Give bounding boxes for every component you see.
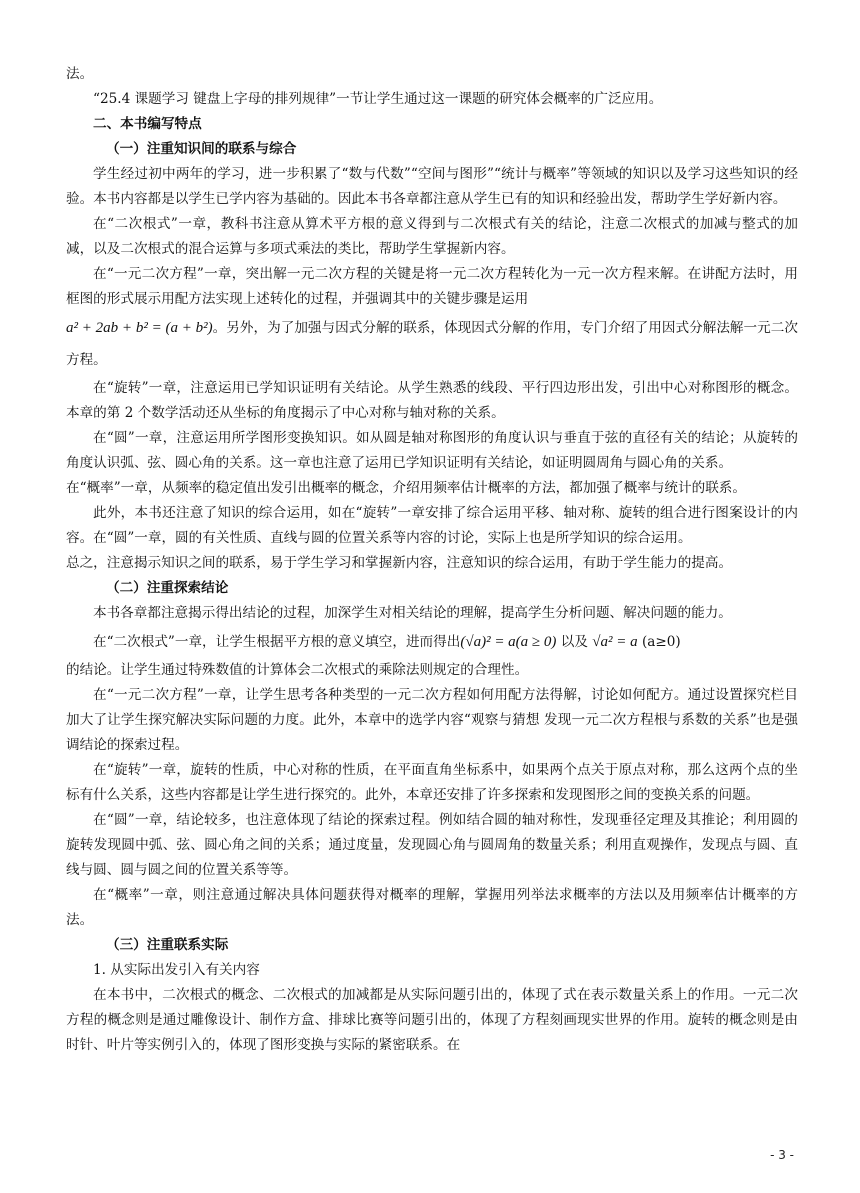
paragraph: 在“概率”一章，从频率的稳定值出发引出概率的概念，介绍用频率估计概率的方法，都加强了概率与统计的联系。 (66, 480, 746, 496)
list-heading: 1. 从实际出发引入有关内容 (93, 962, 260, 978)
paragraph-text: 在“二次根式”一章，让学生根据平方根的意义填空，进而得出 (93, 634, 461, 650)
paragraph: 总之，注意揭示知识之间的联系，易于学生学习和掌握新内容，注意知识的综合运用，有助于学生能力的提高。 (66, 555, 733, 571)
paragraph: 在“一元二次方程”一章，突出解一元二次方程的关键是将一元二次方程转化为一元一次方程来解。在讲配方法时，用框图的形式展示用配方法实现上述转化的过程，并强调其中的关键步骤是运用 (66, 266, 798, 307)
paragraph: 在本书中，二次根式的概念、二次根式的加减都是从实际问题引出的，体现了式在表示数量关系上的作用。一元二次方程的概念则是通过雕像设计、制作方盒、排球比赛等问题引出的，体现了方程刻画现实世界的作用。旋转的概念则是由时针、叶片等实例引入的，体现了图形变换与实际的紧密联系。在 (66, 987, 798, 1053)
formula: √a² = a (592, 634, 638, 650)
paragraph: 在“一元二次方程”一章，让学生思考各种类型的一元二次方程如何用配方法得解，讨论如何配方。通过设置探究栏目加大了让学生探究解决实际问题的力度。此外，本章中的选学内容“观察与猜想 发现一元二次方程根与系数的关系”也是强调结论的探索过程。 (66, 687, 798, 753)
paragraph: 学生经过初中两年的学习，进一步积累了“数与代数”“空间与图形”“统计与概率”等领域的知识以及学习这些知识的经验。本书内容都是以学生已学内容为基础的。因此本书各章都注意从学生已有的知识和经验出发，帮助学生学好新内容。 (66, 166, 798, 207)
document-body (66, 62, 798, 1058)
paragraph: 法。 (66, 66, 94, 82)
paragraph: 在“圆”一章，注意运用所学图形变换知识。如从圆是轴对称图形的角度认识与垂直于弦的直径有关的结论；从旋转的角度认识弧、弦、圆心角的关系。这一章也注意了运用已学知识证明有关结论，如证明圆周角与圆心角的关系。 (66, 430, 798, 471)
paragraph: 在“二次根式”一章，教科书注意从算术平方根的意义得到与二次根式有关的结论，注意二次根式的加减与整式的加减，以及二次根式的混合运算与多项式乘法的类比，帮助学生掌握新内容。 (66, 216, 798, 257)
formula: a² + 2ab + b² = (a + b²) (66, 320, 213, 336)
paragraph-with-formula (66, 312, 798, 376)
paragraph: 此外，本书还注意了知识的综合运用，如在“旋转”一章安排了综合运用平移、轴对称、旋转的组合进行图案设计的内容。在“圆”一章，圆的有关性质、直线与圆的位置关系等内容的讨论，实际上也是所学知识的综合运用。 (66, 505, 798, 546)
paragraph-text: 以及 (560, 634, 588, 650)
paragraph-with-formula (66, 626, 798, 658)
section-heading: 二、本书编写特点 (93, 116, 202, 132)
subsection-heading: （一）注重知识间的联系与综合 (106, 141, 297, 157)
subsection-heading: （三）注重联系实际 (106, 937, 229, 953)
paragraph-text: 。另外，为了加强与因式分解的联系，体现因式分解的作用，专门介绍了用因式分解法解一元二次方程。 (66, 320, 798, 368)
paragraph: 在“旋转”一章，旋转的性质，中心对称的性质，在平面直角坐标系中，如果两个点关于原点对称，那么这两个点的坐标有什么关系，这些内容都是让学生进行探究的。此外，本章还安排了许多探索和发现图形之间的变换关系的问题。 (66, 762, 798, 803)
page-number: - 3 - (770, 1148, 794, 1162)
paragraph: 在“旋转”一章，注意运用已学知识证明有关结论。从学生熟悉的线段、平行四边形出发，引出中心对称图形的概念。本章的第 2 个数学活动还从坐标的角度揭示了中心对称与轴对称的关系。 (66, 380, 798, 421)
paragraph: 本书各章都注意揭示得出结论的过程，加深学生对相关结论的理解，提高学生分析问题、解决问题的能力。 (93, 605, 732, 621)
subsection-heading: （二）注重探索结论 (106, 580, 229, 596)
paragraph: 的结论。让学生通过特殊数值的计算体会二次根式的乘除法则规定的合理性。 (66, 662, 529, 678)
paragraph: 在“概率”一章，则注意通过解决具体问题获得对概率的理解，掌握用列举法求概率的方法以及用频率估计概率的方法。 (66, 887, 798, 928)
formula: (√a)² = a(a ≥ 0) (460, 634, 557, 650)
formula-condition: (a≥0) (641, 634, 681, 650)
paragraph: 在“圆”一章，结论较多，也注意体现了结论的探索过程。例如结合圆的轴对称性，发现垂径定理及其推论；利用圆的旋转发现圆中弧、弦、圆心角之间的关系；通过度量，发现圆心角与圆周角的数量关系；利用直观操作，发现点与圆、直线与圆、圆与圆之间的位置关系等等。 (66, 812, 798, 878)
paragraph: “25.4 课题学习 键盘上字母的排列规律”一节让学生通过这一课题的研究体会概率的广泛应用。 (93, 91, 663, 107)
